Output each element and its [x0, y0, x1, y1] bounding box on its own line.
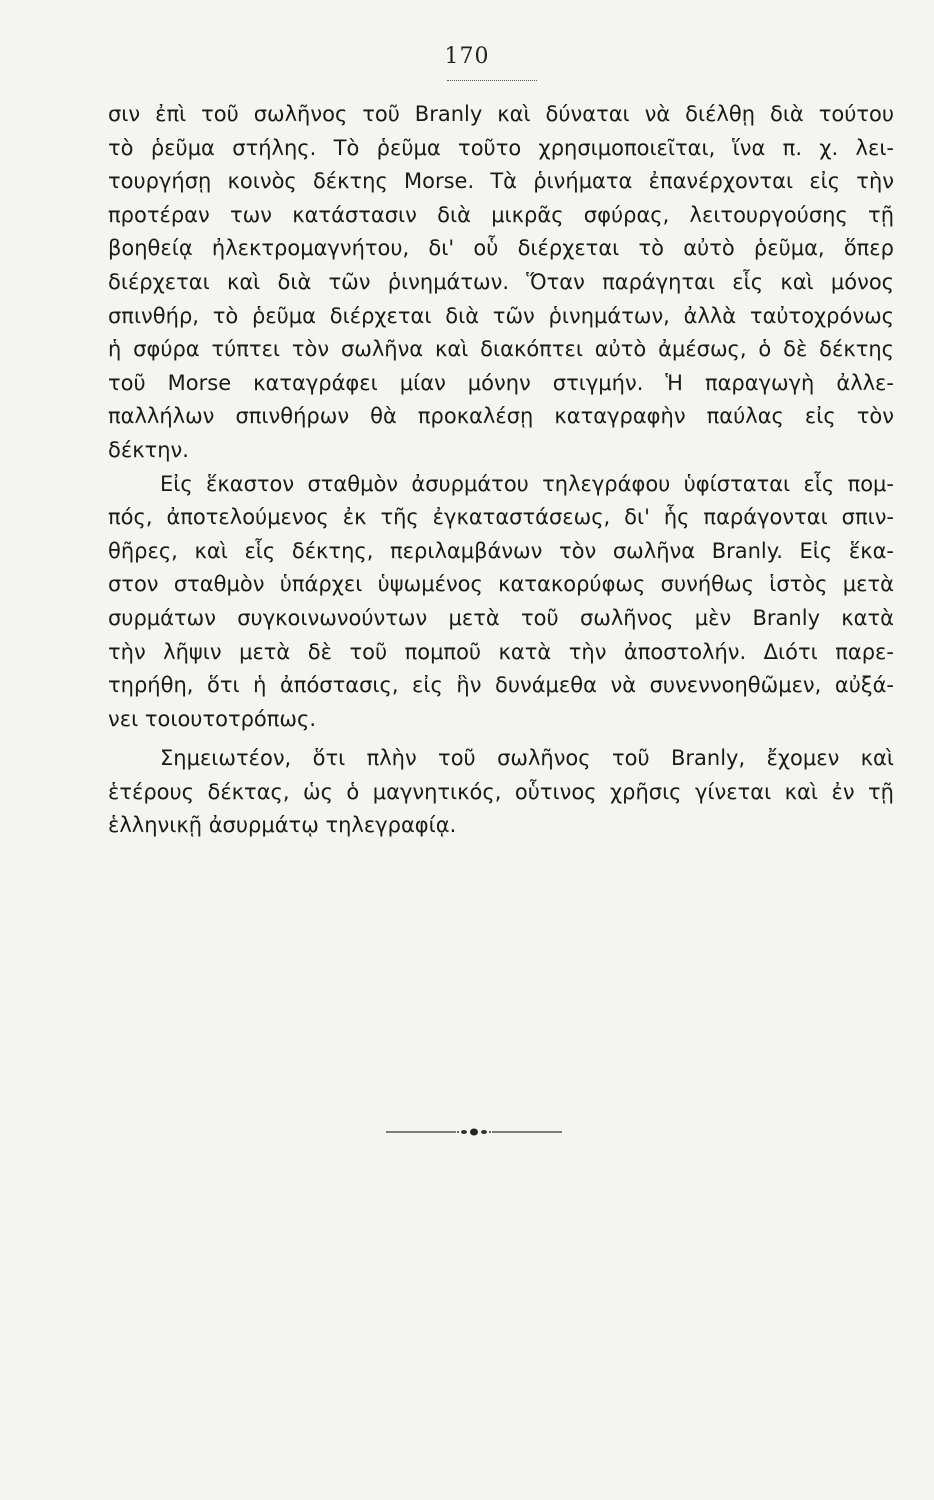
text-line: τοῦ Morse καταγράφει μίαν μόνην στιγμήν. Ἡ παραγωγὴ ἀλλε-	[108, 370, 894, 395]
body-text	[108, 98, 894, 843]
text-line: Σημειωτέον, ὅτι πλὴν τοῦ σωλῆνος τοῦ Branly, ἔχομεν καὶ	[160, 746, 894, 771]
paragraph-1	[108, 98, 894, 468]
text-line: τὴν λῆψιν μετὰ δὲ τοῦ πομποῦ κατὰ τὴν ἀποστολήν. Διότι παρε-	[108, 639, 894, 664]
text-line: τὸ ῥεῦμα στήλης. Τὸ ῥεῦμα τοῦτο χρησιμοποιεῖται, ἵνα π. χ. λει-	[108, 135, 894, 160]
text-line: ἡ σφύρα τύπτει τὸν σωλῆνα καὶ διακόπτει αὐτὸ ἀμέσως, ὁ δὲ δέκτης	[108, 337, 894, 362]
text-line: βοηθείᾳ ἠλεκτρομαγνήτου, δι' οὗ διέρχεται τὸ αὐτὸ ῥεῦμα, ὅπερ	[108, 236, 894, 261]
text-line: τουργήσῃ κοινὸς δέκτης Morse. Τὰ ῥινήματα ἐπανέρχονται εἰς τὴν	[108, 169, 894, 194]
header-rule	[447, 80, 537, 81]
text-line: Εἰς ἕκαστον σταθμὸν ἀσυρμάτου τηλεγράφου ὑφίσταται εἷς πομ-	[160, 471, 894, 496]
text-line: τηρήθη, ὅτι ἡ ἀπόστασις, εἰς ἣν δυνάμεθα νὰ συνεννοηθῶμεν, αὐξά-	[108, 673, 894, 698]
text-line: παλλήλων σπινθήρων θὰ προκαλέσῃ καταγραφὴν παύλας εἰς τὸν	[108, 404, 894, 429]
text-line: διέρχεται καὶ διὰ τῶν ῥινημάτων. Ὅταν παράγηται εἷς καὶ μόνος	[108, 269, 894, 294]
end-ornament	[386, 1125, 562, 1139]
text-line: θῆρες, καὶ εἷς δέκτης, περιλαμβάνων τὸν σωλῆνα Branly. Εἰς ἕκα-	[108, 538, 894, 563]
text-line: ἑτέρους δέκτας, ὡς ὁ μαγνητικός, οὗτινος χρῆσις γίνεται καὶ ἐν τῇ	[108, 779, 894, 804]
text-line: προτέραν των κατάστασιν διὰ μικρᾶς σφύρας, λειτουργούσης τῇ	[108, 202, 894, 227]
page-number: 170	[444, 44, 490, 69]
text-line: νει τοιουτοτρόπως.	[108, 706, 317, 731]
paragraph-2	[108, 468, 894, 737]
text-line: συρμάτων συγκοινωνούντων μετὰ τοῦ σωλῆνος μὲν Branly κατὰ	[108, 605, 894, 630]
paragraph-3	[108, 742, 894, 843]
text-line: δέκτην.	[108, 437, 189, 462]
text-line: σπινθήρ, τὸ ῥεῦμα διέρχεται διὰ τῶν ῥινημάτων, ἀλλὰ ταὐτοχρόνως	[108, 303, 894, 328]
text-line: πός, ἀποτελούμενος ἐκ τῆς ἐγκαταστάσεως, δι' ἧς παράγονται σπιν-	[108, 505, 894, 530]
text-line: ἑλληνικῇ ἀσυρμάτῳ τηλεγραφίᾳ.	[108, 813, 457, 838]
text-line: στον σταθμὸν ὑπάρχει ὑψωμένος κατακορύφως συνήθως ἱστὸς μετὰ	[108, 572, 894, 597]
text-line: σιν ἐπὶ τοῦ σωλῆνος τοῦ Branly καὶ δύναται νὰ διέλθῃ διὰ τούτου	[108, 102, 894, 126]
